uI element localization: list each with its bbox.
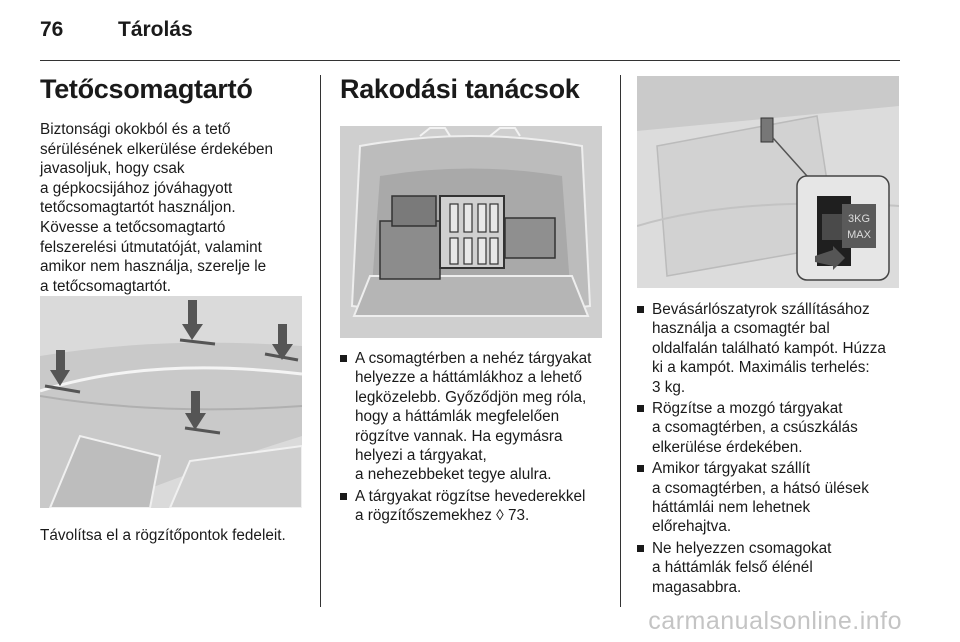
section-title: Tárolás: [118, 18, 193, 41]
cargo-tip-text: Bevásárlószatyrok szállításához használja a csomagtér bal oldalfalán található kampót. Húzza ki a kampót. Maximális terhelés: 3 kg.: [652, 301, 886, 396]
loading-tip-text: A tárgyakat rögzítse hevederekkel a rögzítőszemekhez ◊ 73.: [355, 487, 586, 525]
page-number: 76: [40, 18, 64, 41]
column-divider-right: [620, 75, 621, 607]
column-divider-left: [320, 75, 321, 607]
cargo-tip-text: Amikor tárgyakat szállít a csomagtérben, a hátsó ülések háttámlái nem lehetnek előrehajtva.: [652, 460, 869, 536]
roof-illustration-svg: [40, 296, 302, 508]
header-rule: [40, 60, 900, 61]
roof-rack-illustration: [40, 296, 302, 508]
cargo-tip-item: [637, 459, 905, 537]
cargo-illustration: [340, 126, 602, 338]
roof-rack-intro: Biztonsági okokból és a tető sérülésének elkerülése érdekében javasoljuk, hogy csak a gépkocsijához jóváhagyott tetőcsomagtartót használjon.: [40, 121, 274, 217]
bullet-square-icon: [637, 306, 644, 313]
cargo-tip-item: [637, 539, 905, 597]
loading-tip-text: A csomagtérben a nehéz tárgyakat helyezze a háttámlákhoz a lehető legközelebb. Győződjön meg róla, hogy a háttámlák megfelelően rögzítve vannak. Ha egymásra helyezi a tárgyakat, a nehezebbeket tegye alulra.: [355, 350, 592, 484]
hook-label-weight: 3KG: [847, 213, 871, 225]
loading-tip-item: [340, 487, 610, 526]
roof-rack-caption: Távolítsa el a rögzítőpontok fedeleit.: [40, 527, 286, 544]
roof-rack-heading: Tetőcsomagtartó: [40, 74, 253, 104]
loading-tip-item: [340, 349, 610, 485]
cargo-tip-text: Ne helyezzen csomagokat a háttámlák felső élénél magasabbra.: [652, 539, 832, 596]
bullet-square-icon: [340, 493, 347, 500]
bullet-square-icon: [340, 355, 347, 362]
loading-tips-list: [340, 349, 610, 528]
hook-illustration: [637, 76, 899, 288]
cargo-illustration-svg: [340, 126, 602, 338]
cargo-tip-item: [637, 300, 905, 397]
loading-tips-heading: Rakodási tanácsok: [340, 74, 580, 104]
bullet-square-icon: [637, 405, 644, 412]
cargo-tips-list: [637, 300, 905, 599]
hook-label-max: MAX: [847, 229, 871, 241]
roof-rack-instructions: Kövesse a tetőcsomagtartó felszerelési útmutatóját, valamint amikor nem használja, szerelje le a tetőcsomagtartót.: [40, 219, 267, 295]
cargo-tip-text: Rögzítse a mozgó tárgyakat a csomagtérben, a csúszkálás elkerülése érdekében.: [652, 400, 858, 456]
bullet-square-icon: [637, 465, 644, 472]
cargo-tip-item: [637, 399, 905, 457]
bullet-square-icon: [637, 545, 644, 552]
watermark: carmanualsonline.info: [648, 607, 902, 635]
hook-illustration-svg: [637, 76, 899, 288]
